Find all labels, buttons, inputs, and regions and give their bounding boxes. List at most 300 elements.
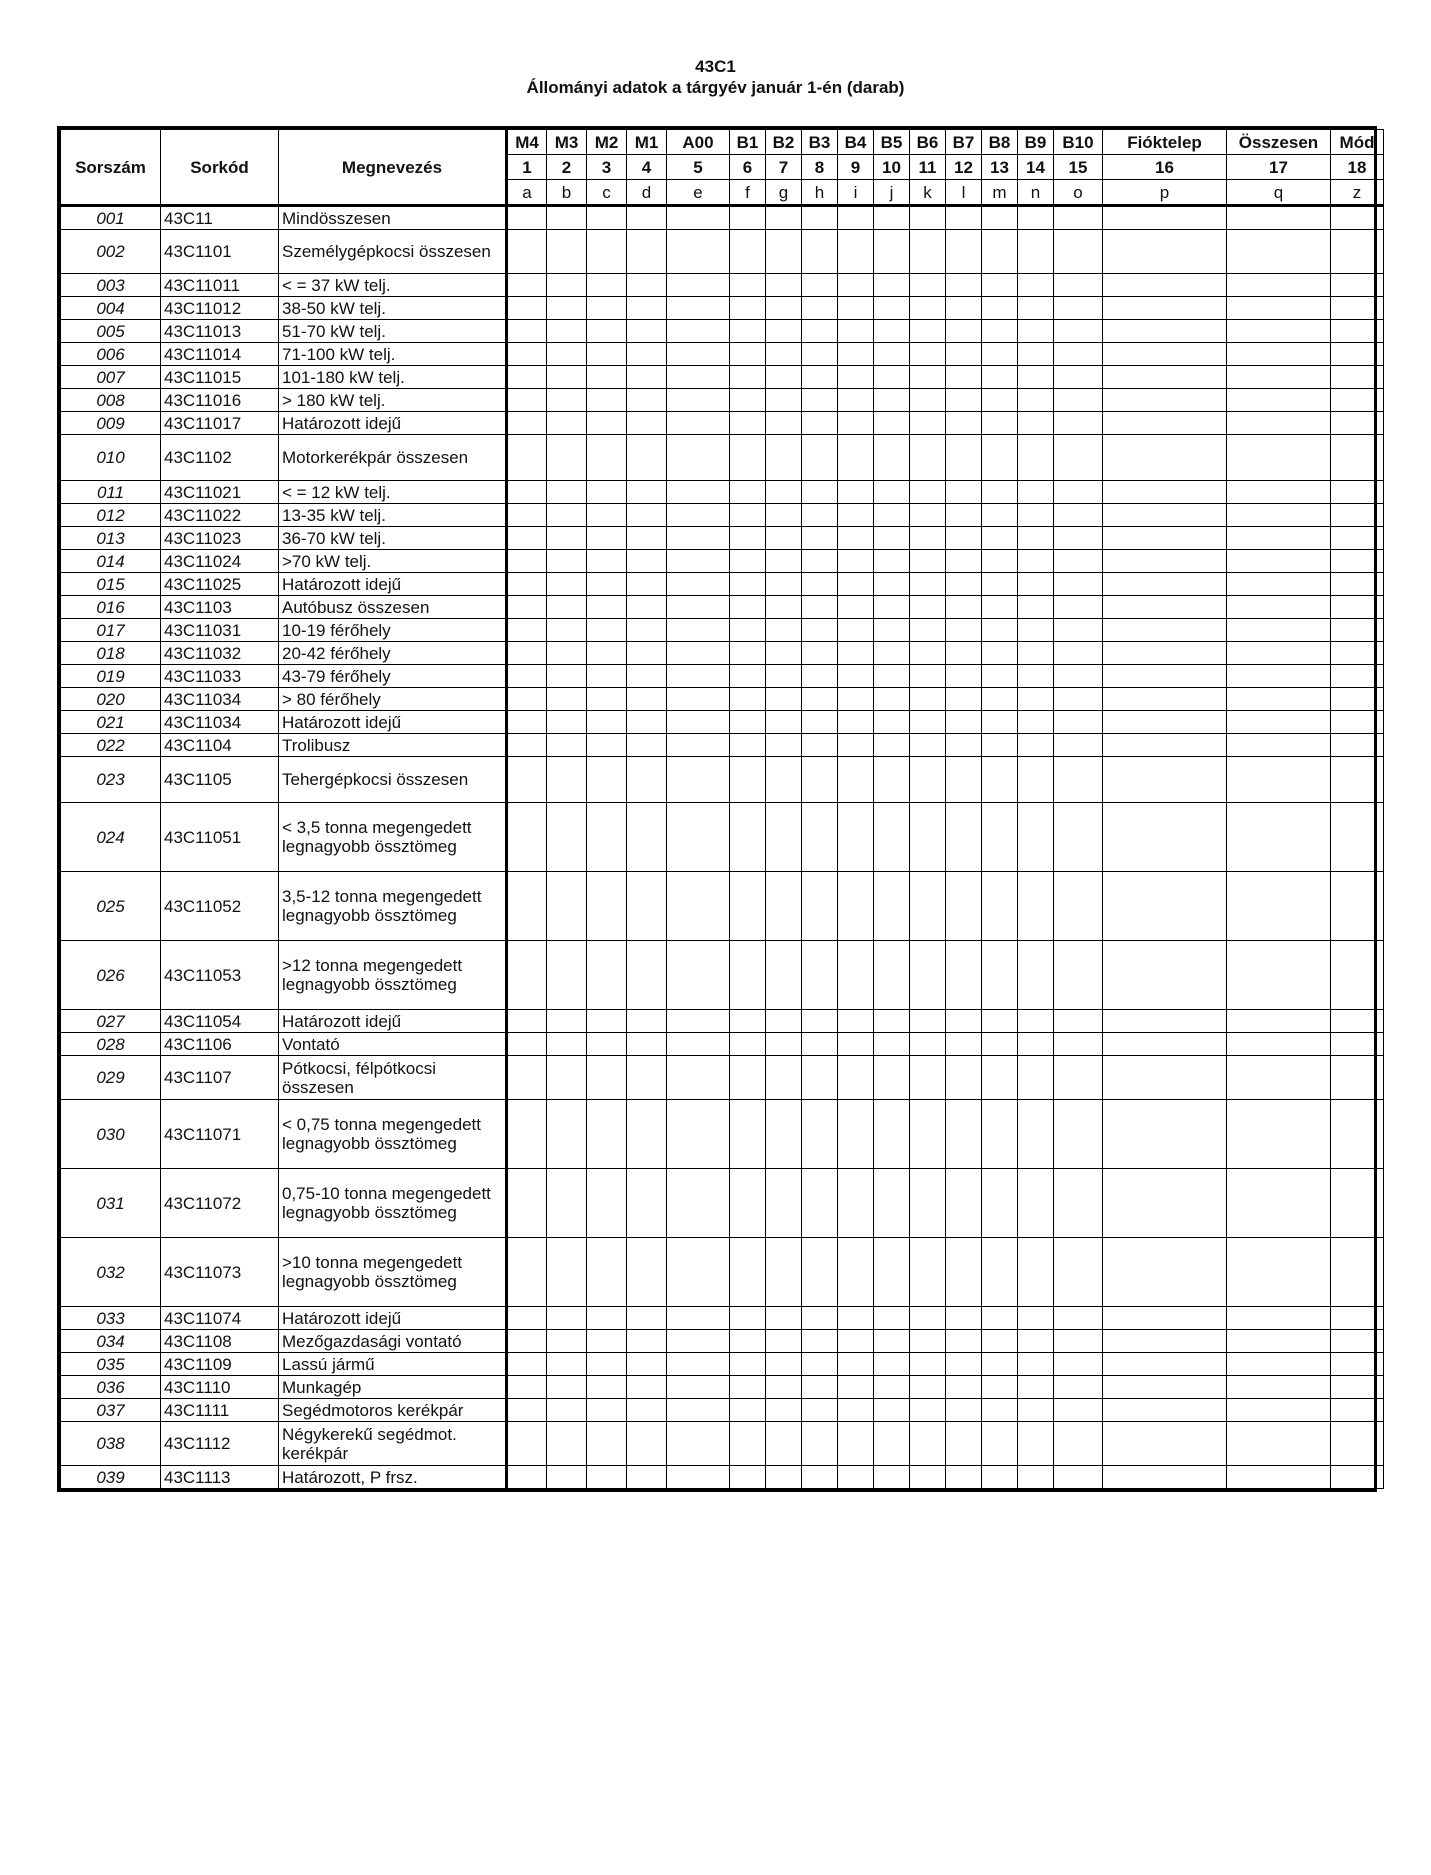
data-cell[interactable] (982, 941, 1018, 1010)
data-cell[interactable] (547, 596, 587, 619)
data-cell[interactable] (730, 1238, 766, 1307)
data-cell[interactable] (667, 550, 730, 573)
data-cell[interactable] (838, 688, 874, 711)
data-cell[interactable] (982, 504, 1018, 527)
data-cell[interactable] (587, 642, 627, 665)
data-cell[interactable] (1103, 1307, 1227, 1330)
data-cell[interactable] (838, 1307, 874, 1330)
data-cell[interactable] (1331, 550, 1384, 573)
data-cell[interactable] (1054, 734, 1103, 757)
data-cell[interactable] (1018, 297, 1054, 320)
data-cell[interactable] (838, 1330, 874, 1353)
data-cell[interactable] (910, 1056, 946, 1100)
data-cell[interactable] (1227, 1330, 1331, 1353)
data-cell[interactable] (1018, 550, 1054, 573)
data-cell[interactable] (802, 1330, 838, 1353)
data-cell[interactable] (1103, 573, 1227, 596)
data-cell[interactable] (1331, 596, 1384, 619)
data-cell[interactable] (982, 230, 1018, 274)
data-cell[interactable] (766, 320, 802, 343)
data-cell[interactable] (627, 872, 667, 941)
data-cell[interactable] (1103, 1169, 1227, 1238)
data-cell[interactable] (730, 1422, 766, 1466)
data-cell[interactable] (1054, 504, 1103, 527)
data-cell[interactable] (627, 297, 667, 320)
data-cell[interactable] (667, 1238, 730, 1307)
data-cell[interactable] (1227, 550, 1331, 573)
data-cell[interactable] (838, 1422, 874, 1466)
data-cell[interactable] (838, 297, 874, 320)
data-cell[interactable] (507, 412, 547, 435)
data-cell[interactable] (982, 1466, 1018, 1489)
data-cell[interactable] (838, 1010, 874, 1033)
data-cell[interactable] (838, 665, 874, 688)
data-cell[interactable] (667, 573, 730, 596)
data-cell[interactable] (507, 435, 547, 481)
data-cell[interactable] (587, 1238, 627, 1307)
data-cell[interactable] (730, 573, 766, 596)
data-cell[interactable] (838, 1399, 874, 1422)
data-cell[interactable] (874, 665, 910, 688)
data-cell[interactable] (1103, 1330, 1227, 1353)
data-cell[interactable] (1018, 941, 1054, 1010)
data-cell[interactable] (1103, 757, 1227, 803)
data-cell[interactable] (766, 1399, 802, 1422)
data-cell[interactable] (1054, 642, 1103, 665)
data-cell[interactable] (627, 1100, 667, 1169)
data-cell[interactable] (802, 320, 838, 343)
data-cell[interactable] (1227, 412, 1331, 435)
data-cell[interactable] (982, 1376, 1018, 1399)
data-cell[interactable] (1227, 688, 1331, 711)
data-cell[interactable] (1227, 1056, 1331, 1100)
data-cell[interactable] (982, 596, 1018, 619)
data-cell[interactable] (874, 1353, 910, 1376)
data-cell[interactable] (946, 1422, 982, 1466)
data-cell[interactable] (874, 803, 910, 872)
data-cell[interactable] (946, 504, 982, 527)
data-cell[interactable] (627, 1307, 667, 1330)
data-cell[interactable] (730, 412, 766, 435)
data-cell[interactable] (667, 665, 730, 688)
data-cell[interactable] (547, 1033, 587, 1056)
data-cell[interactable] (627, 757, 667, 803)
data-cell[interactable] (1331, 504, 1384, 527)
data-cell[interactable] (982, 1010, 1018, 1033)
data-cell[interactable] (1103, 872, 1227, 941)
data-cell[interactable] (587, 711, 627, 734)
data-cell[interactable] (1018, 1238, 1054, 1307)
data-cell[interactable] (838, 872, 874, 941)
data-cell[interactable] (547, 435, 587, 481)
data-cell[interactable] (982, 1399, 1018, 1422)
data-cell[interactable] (730, 872, 766, 941)
data-cell[interactable] (667, 1466, 730, 1489)
data-cell[interactable] (982, 320, 1018, 343)
data-cell[interactable] (730, 320, 766, 343)
data-cell[interactable] (802, 1422, 838, 1466)
data-cell[interactable] (547, 206, 587, 230)
data-cell[interactable] (730, 435, 766, 481)
data-cell[interactable] (946, 343, 982, 366)
data-cell[interactable] (1103, 550, 1227, 573)
data-cell[interactable] (946, 206, 982, 230)
data-cell[interactable] (667, 688, 730, 711)
data-cell[interactable] (667, 941, 730, 1010)
data-cell[interactable] (587, 481, 627, 504)
data-cell[interactable] (1331, 1033, 1384, 1056)
data-cell[interactable] (874, 688, 910, 711)
data-cell[interactable] (766, 803, 802, 872)
data-cell[interactable] (910, 230, 946, 274)
data-cell[interactable] (874, 1056, 910, 1100)
data-cell[interactable] (587, 435, 627, 481)
data-cell[interactable] (507, 1399, 547, 1422)
data-cell[interactable] (946, 274, 982, 297)
data-cell[interactable] (507, 941, 547, 1010)
data-cell[interactable] (667, 1422, 730, 1466)
data-cell[interactable] (667, 1353, 730, 1376)
data-cell[interactable] (838, 274, 874, 297)
data-cell[interactable] (730, 481, 766, 504)
data-cell[interactable] (910, 619, 946, 642)
data-cell[interactable] (587, 343, 627, 366)
data-cell[interactable] (838, 596, 874, 619)
data-cell[interactable] (838, 734, 874, 757)
data-cell[interactable] (547, 1100, 587, 1169)
data-cell[interactable] (874, 504, 910, 527)
data-cell[interactable] (667, 504, 730, 527)
data-cell[interactable] (730, 1353, 766, 1376)
data-cell[interactable] (874, 527, 910, 550)
data-cell[interactable] (910, 206, 946, 230)
data-cell[interactable] (946, 1353, 982, 1376)
data-cell[interactable] (587, 1422, 627, 1466)
data-cell[interactable] (1227, 619, 1331, 642)
data-cell[interactable] (667, 711, 730, 734)
data-cell[interactable] (507, 389, 547, 412)
data-cell[interactable] (547, 688, 587, 711)
data-cell[interactable] (627, 803, 667, 872)
data-cell[interactable] (1054, 596, 1103, 619)
data-cell[interactable] (667, 803, 730, 872)
data-cell[interactable] (1331, 412, 1384, 435)
data-cell[interactable] (1331, 527, 1384, 550)
data-cell[interactable] (1103, 688, 1227, 711)
data-cell[interactable] (1018, 573, 1054, 596)
data-cell[interactable] (1103, 1056, 1227, 1100)
data-cell[interactable] (1227, 711, 1331, 734)
data-cell[interactable] (946, 1056, 982, 1100)
data-cell[interactable] (910, 1466, 946, 1489)
data-cell[interactable] (910, 573, 946, 596)
data-cell[interactable] (627, 596, 667, 619)
data-cell[interactable] (874, 573, 910, 596)
data-cell[interactable] (547, 803, 587, 872)
data-cell[interactable] (982, 619, 1018, 642)
data-cell[interactable] (1054, 803, 1103, 872)
data-cell[interactable] (1054, 872, 1103, 941)
data-cell[interactable] (587, 1376, 627, 1399)
data-cell[interactable] (1054, 389, 1103, 412)
data-cell[interactable] (1054, 1399, 1103, 1422)
data-cell[interactable] (1054, 230, 1103, 274)
data-cell[interactable] (667, 230, 730, 274)
data-cell[interactable] (982, 435, 1018, 481)
data-cell[interactable] (946, 1330, 982, 1353)
data-cell[interactable] (547, 665, 587, 688)
data-cell[interactable] (1331, 320, 1384, 343)
data-cell[interactable] (802, 230, 838, 274)
data-cell[interactable] (910, 1307, 946, 1330)
data-cell[interactable] (507, 1422, 547, 1466)
data-cell[interactable] (667, 1010, 730, 1033)
data-cell[interactable] (1227, 389, 1331, 412)
data-cell[interactable] (1018, 1376, 1054, 1399)
data-cell[interactable] (547, 1307, 587, 1330)
data-cell[interactable] (1227, 1238, 1331, 1307)
data-cell[interactable] (730, 1466, 766, 1489)
data-cell[interactable] (1103, 343, 1227, 366)
data-cell[interactable] (838, 1033, 874, 1056)
data-cell[interactable] (1227, 1422, 1331, 1466)
data-cell[interactable] (910, 1100, 946, 1169)
data-cell[interactable] (946, 1307, 982, 1330)
data-cell[interactable] (838, 1238, 874, 1307)
data-cell[interactable] (547, 941, 587, 1010)
data-cell[interactable] (1331, 619, 1384, 642)
data-cell[interactable] (627, 527, 667, 550)
data-cell[interactable] (946, 1399, 982, 1422)
data-cell[interactable] (910, 1330, 946, 1353)
data-cell[interactable] (838, 230, 874, 274)
data-cell[interactable] (507, 872, 547, 941)
data-cell[interactable] (946, 550, 982, 573)
data-cell[interactable] (1018, 872, 1054, 941)
data-cell[interactable] (1227, 206, 1331, 230)
data-cell[interactable] (766, 435, 802, 481)
data-cell[interactable] (982, 297, 1018, 320)
data-cell[interactable] (587, 412, 627, 435)
data-cell[interactable] (982, 481, 1018, 504)
data-cell[interactable] (1227, 1033, 1331, 1056)
data-cell[interactable] (838, 941, 874, 1010)
data-cell[interactable] (1103, 435, 1227, 481)
data-cell[interactable] (910, 343, 946, 366)
data-cell[interactable] (627, 504, 667, 527)
data-cell[interactable] (547, 481, 587, 504)
data-cell[interactable] (982, 343, 1018, 366)
data-cell[interactable] (802, 941, 838, 1010)
data-cell[interactable] (627, 1466, 667, 1489)
data-cell[interactable] (1018, 1307, 1054, 1330)
data-cell[interactable] (910, 412, 946, 435)
data-cell[interactable] (982, 734, 1018, 757)
data-cell[interactable] (838, 757, 874, 803)
data-cell[interactable] (1227, 320, 1331, 343)
data-cell[interactable] (507, 596, 547, 619)
data-cell[interactable] (1103, 1353, 1227, 1376)
data-cell[interactable] (1103, 803, 1227, 872)
data-cell[interactable] (766, 297, 802, 320)
data-cell[interactable] (730, 1100, 766, 1169)
data-cell[interactable] (802, 1010, 838, 1033)
data-cell[interactable] (730, 550, 766, 573)
data-cell[interactable] (1018, 1422, 1054, 1466)
data-cell[interactable] (1054, 941, 1103, 1010)
data-cell[interactable] (766, 1033, 802, 1056)
data-cell[interactable] (766, 230, 802, 274)
data-cell[interactable] (766, 665, 802, 688)
data-cell[interactable] (874, 435, 910, 481)
data-cell[interactable] (1331, 642, 1384, 665)
data-cell[interactable] (910, 366, 946, 389)
data-cell[interactable] (1227, 1307, 1331, 1330)
data-cell[interactable] (1227, 504, 1331, 527)
data-cell[interactable] (982, 803, 1018, 872)
data-cell[interactable] (667, 527, 730, 550)
data-cell[interactable] (667, 1169, 730, 1238)
data-cell[interactable] (1054, 1100, 1103, 1169)
data-cell[interactable] (587, 527, 627, 550)
data-cell[interactable] (507, 642, 547, 665)
data-cell[interactable] (946, 230, 982, 274)
data-cell[interactable] (982, 688, 1018, 711)
data-cell[interactable] (838, 504, 874, 527)
data-cell[interactable] (1103, 297, 1227, 320)
data-cell[interactable] (946, 734, 982, 757)
data-cell[interactable] (507, 665, 547, 688)
data-cell[interactable] (547, 230, 587, 274)
data-cell[interactable] (1227, 481, 1331, 504)
data-cell[interactable] (507, 297, 547, 320)
data-cell[interactable] (587, 734, 627, 757)
data-cell[interactable] (547, 274, 587, 297)
data-cell[interactable] (1054, 711, 1103, 734)
data-cell[interactable] (667, 435, 730, 481)
data-cell[interactable] (838, 1466, 874, 1489)
data-cell[interactable] (587, 1307, 627, 1330)
data-cell[interactable] (1018, 619, 1054, 642)
data-cell[interactable] (547, 1169, 587, 1238)
data-cell[interactable] (1331, 389, 1384, 412)
data-cell[interactable] (627, 550, 667, 573)
data-cell[interactable] (627, 435, 667, 481)
data-cell[interactable] (667, 206, 730, 230)
data-cell[interactable] (587, 1010, 627, 1033)
data-cell[interactable] (874, 596, 910, 619)
data-cell[interactable] (838, 619, 874, 642)
data-cell[interactable] (802, 1100, 838, 1169)
data-cell[interactable] (627, 711, 667, 734)
data-cell[interactable] (1103, 389, 1227, 412)
data-cell[interactable] (1331, 711, 1384, 734)
data-cell[interactable] (507, 343, 547, 366)
data-cell[interactable] (587, 297, 627, 320)
data-cell[interactable] (766, 596, 802, 619)
data-cell[interactable] (838, 320, 874, 343)
data-cell[interactable] (946, 642, 982, 665)
data-cell[interactable] (910, 389, 946, 412)
data-cell[interactable] (1331, 757, 1384, 803)
data-cell[interactable] (627, 1399, 667, 1422)
data-cell[interactable] (1103, 1010, 1227, 1033)
data-cell[interactable] (587, 230, 627, 274)
data-cell[interactable] (982, 642, 1018, 665)
data-cell[interactable] (802, 872, 838, 941)
data-cell[interactable] (667, 872, 730, 941)
data-cell[interactable] (1227, 1399, 1331, 1422)
data-cell[interactable] (1054, 1010, 1103, 1033)
data-cell[interactable] (1331, 274, 1384, 297)
data-cell[interactable] (547, 734, 587, 757)
data-cell[interactable] (1103, 504, 1227, 527)
data-cell[interactable] (1054, 527, 1103, 550)
data-cell[interactable] (730, 1376, 766, 1399)
data-cell[interactable] (838, 206, 874, 230)
data-cell[interactable] (547, 550, 587, 573)
data-cell[interactable] (1227, 297, 1331, 320)
data-cell[interactable] (1054, 1033, 1103, 1056)
data-cell[interactable] (982, 1330, 1018, 1353)
data-cell[interactable] (874, 642, 910, 665)
data-cell[interactable] (874, 1238, 910, 1307)
data-cell[interactable] (1054, 320, 1103, 343)
data-cell[interactable] (507, 230, 547, 274)
data-cell[interactable] (766, 941, 802, 1010)
data-cell[interactable] (730, 389, 766, 412)
data-cell[interactable] (874, 230, 910, 274)
data-cell[interactable] (1331, 481, 1384, 504)
data-cell[interactable] (547, 1238, 587, 1307)
data-cell[interactable] (627, 1353, 667, 1376)
data-cell[interactable] (667, 619, 730, 642)
data-cell[interactable] (1103, 481, 1227, 504)
data-cell[interactable] (838, 412, 874, 435)
data-cell[interactable] (587, 941, 627, 1010)
data-cell[interactable] (547, 1399, 587, 1422)
data-cell[interactable] (730, 297, 766, 320)
data-cell[interactable] (766, 481, 802, 504)
data-cell[interactable] (802, 711, 838, 734)
data-cell[interactable] (1054, 297, 1103, 320)
data-cell[interactable] (1018, 504, 1054, 527)
data-cell[interactable] (802, 504, 838, 527)
data-cell[interactable] (1227, 803, 1331, 872)
data-cell[interactable] (838, 1353, 874, 1376)
data-cell[interactable] (946, 389, 982, 412)
data-cell[interactable] (587, 1100, 627, 1169)
data-cell[interactable] (667, 389, 730, 412)
data-cell[interactable] (730, 504, 766, 527)
data-cell[interactable] (1018, 1100, 1054, 1169)
data-cell[interactable] (838, 642, 874, 665)
data-cell[interactable] (910, 1399, 946, 1422)
data-cell[interactable] (838, 550, 874, 573)
data-cell[interactable] (1227, 1466, 1331, 1489)
data-cell[interactable] (1103, 596, 1227, 619)
data-cell[interactable] (627, 642, 667, 665)
data-cell[interactable] (838, 389, 874, 412)
data-cell[interactable] (838, 1169, 874, 1238)
data-cell[interactable] (1331, 1353, 1384, 1376)
data-cell[interactable] (766, 1376, 802, 1399)
data-cell[interactable] (627, 1422, 667, 1466)
data-cell[interactable] (766, 1100, 802, 1169)
data-cell[interactable] (587, 688, 627, 711)
data-cell[interactable] (802, 1056, 838, 1100)
data-cell[interactable] (627, 366, 667, 389)
